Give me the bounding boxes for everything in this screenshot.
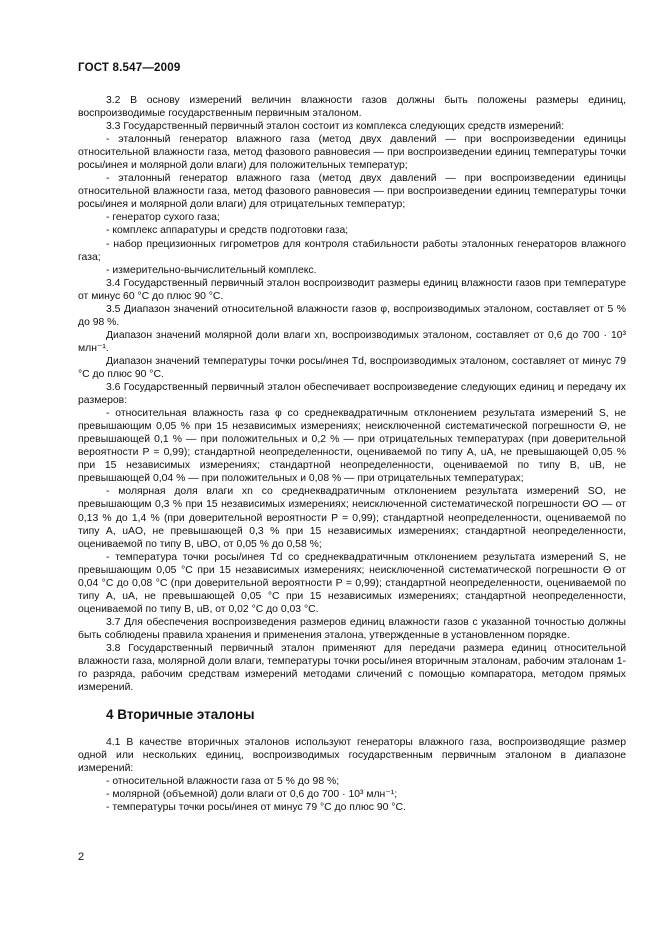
list-item: - относительная влажность газа φ со среднеквадратичным отклонением результата измерений S, не превышающим 0,05 % при 15 независимых измерениях; неисключенной систематической погрешности Θ, не превышающей 0,1 % — при положительных и 0,2 % — при отрицательных температурах (при доверительной вероятности P = 0,99); стандартной неопределенности, оцениваемой по типу А, uA, не превышающей 0,05 % при 15 независимых измерениях; стандартной неопределенности, оцениваемой по типу В, uB, не превышающей 0,04 % — при положительных и 0,08 % — при отрицательных температурах; <box>78 408 626 485</box>
list-item: - относительной влажности газа от 5 % до 98 %; <box>106 776 340 788</box>
paragraph-molar-range: Диапазон значений молярной доли влаги xn, воспроизводимых эталоном, составляет от 0,6 до 700 · 10³ млн⁻¹. <box>78 329 626 354</box>
paragraph-dewpoint-range: Диапазон значений температуры точки росы/инея Td, воспроизводимых эталоном, составляет от минус 79 °С до плюс 90 °С. <box>78 355 626 380</box>
list-item: - измерительно-вычислительный комплекс. <box>106 264 317 276</box>
list-item: - молярной (объемной) доли влаги от 0,6 до 700 · 10³ млн⁻¹; <box>106 789 398 801</box>
list-item: - молярная доля влаги xn со среднеквадратичным отклонением результата измерений SO, не превышающим 0,3 % при 15 независимых измерениях; неисключенной систематической погрешности ΘO — от 0,13 % до 1,4 % (при доверительной вероятности P = 0,99); стандартной неопределенности, оцениваемой по типу А, uAO, не превышающей 0,3 % при 15 независимых измерениях; стандартной неопределенности, оцениваемой по типу В, uBO, от 0,05 % до 0,58 %; <box>78 486 626 550</box>
paragraph-3-6: 3.6 Государственный первичный эталон обеспечивает воспроизведение следующих единиц и передачу их размеров: <box>78 382 626 407</box>
document-header: ГОСТ 8.547—2009 <box>78 62 181 74</box>
section-title: 4 Вторичные эталоны <box>106 707 255 723</box>
list-item: - эталонный генератор влажного газа (метод двух давлений — при воспроизведении единицы относительной влажности газа, метод фазового равновесия — при воспроизведении единиц температуры точки росы/инея и молярной доли влаги) для положительных температур; <box>78 134 626 172</box>
document-body <box>78 94 626 814</box>
paragraph-3-7: 3.7 Для обеспечения воспроизведения размеров единиц влажности газов с указанной точностью должны быть соблюдены правила хранения и применения эталона, утвержденные в установленном порядке. <box>78 616 626 641</box>
list-item: - температуры точки росы/инея от минус 79 °С до плюс 90 °С. <box>106 802 406 814</box>
paragraph-3-4: 3.4 Государственный первичный эталон воспроизводит размеры единиц влажности газов при температуре от минус 60 °С до плюс 90 °С. <box>78 277 626 302</box>
list-item: - генератор сухого газа; <box>106 212 220 224</box>
page-number: 2 <box>78 851 85 863</box>
list-item: - комплекс аппаратуры и средств подготовки газа; <box>106 225 349 237</box>
list-item: - эталонный генератор влажного газа (метод двух давлений — при воспроизведении единицы относительной влажности газа, метод фазового равновесия — при воспроизведении единиц температуры точки росы/инея и молярной доли влаги) для отрицательных температур; <box>78 173 626 211</box>
paragraph-3-5: 3.5 Диапазон значений относительной влажности газов φ, воспроизводимых эталоном, составляет от 5 % до 98 %. <box>78 303 626 328</box>
list-item: - температура точки росы/инея Td со среднеквадратичным отклонением результата измерений S, не превышающим 0,05 °С при 15 независимых измерениях; неисключенной систематической погрешности Θ от 0,04 °С до 0,08 °С (при доверительной вероятности P = 0,99); стандартной неопределенности, оцениваемой по типу А, uA, не превышающей 0,05 °С при 15 независимых измерениях; стандартной неопределенности, оцениваемой по типу В, uB, от 0,02 °С до 0,03 °С. <box>78 551 626 615</box>
paragraph-3-2: 3.2 В основу измерений величин влажности газов должны быть положены размеры единиц, воспроизводимые государственным первичным эталоном. <box>78 95 626 120</box>
list-item: - набор прецизионных гигрометров для контроля стабильности работы эталонных генераторов влажного газа; <box>78 238 626 263</box>
paragraph-3-3: 3.3 Государственный первичный эталон состоит из комплекса следующих средств измерений: <box>106 121 565 133</box>
paragraph-3-8: 3.8 Государственный первичный эталон применяют для передачи размера единиц относительной влажности газа, молярной доли влаги, температуры точки росы/инея вторичным эталонам, рабочим эталонам 1-го разряда, рабочим средствам измерений методами сличений с помощью компаратора, методом прямых измерений. <box>78 642 626 694</box>
paragraph-4-1: 4.1 В качестве вторичных эталонов используют генераторы влажного газа, воспроизводящие размер одной или нескольких единиц, воспроизводимых государственным первичным эталоном в диапазоне измерений: <box>78 737 626 775</box>
